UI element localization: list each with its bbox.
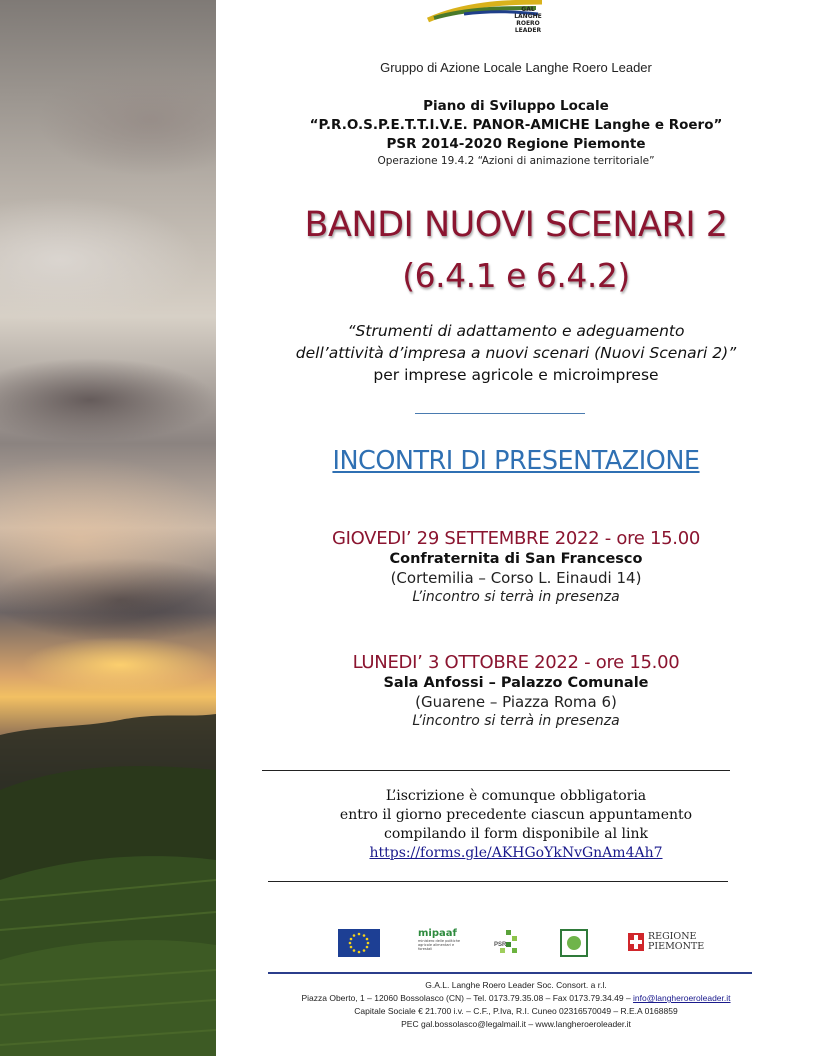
divider (262, 770, 730, 771)
event-date: LUNEDI’ 3 OTTOBRE 2022 - ore 15.00 (352, 652, 680, 673)
regione-piemonte-logo: REGIONE PIEMONTE (628, 931, 718, 957)
operation-text: Operazione 19.4.2 “Azioni di animazione territoriale” (377, 155, 655, 167)
footer-capital: Capitale Sociale € 21.700 i.v. – C.F., P.Iva, R.I. Cuneo 02316570049 – R.E.A 0168859 (354, 1006, 678, 1016)
registration-line-1: L’iscrizione è comunque obbligatoria (385, 788, 647, 804)
plan-line-3: PSR 2014-2020 Regione Piemonte (386, 136, 646, 152)
event-venue: Confraternita di San Francesco (389, 551, 643, 567)
registration-line-2: entro il giorno precedente ciascun appuntamento (339, 807, 693, 823)
subtitle-line-1: “Strumenti di adattamento e adeguamento (347, 322, 685, 340)
plan-line-2: “P.R.O.S.P.E.T.T.I.V.E. PANOR-AMICHE Langhe e Roero” (309, 117, 723, 133)
gal-name: Gruppo di Azione Locale Langhe Roero Leader (380, 60, 652, 75)
subtitle-block (216, 320, 816, 386)
footer-email-link[interactable]: info@langheroeroleader.it (633, 993, 731, 1003)
registration-link[interactable]: https://forms.gle/AKHGoYkNvGnAm4Ah7 (369, 845, 663, 861)
psr-logo: PSR (492, 928, 522, 960)
logo-text: GAL LANGHE ROERO LEADER (514, 6, 542, 34)
partner-logos (330, 926, 720, 962)
event-address: (Cortemilia – Corso L. Einaudi 14) (390, 569, 642, 587)
registration-line-3: compilando il form disponibile al link (384, 826, 648, 842)
registration-note (216, 787, 816, 863)
section-title: INCONTRI DI PRESENTAZIONE (332, 446, 700, 476)
footer-pec: PEC gal.bossolasco@legalmail.it – www.langheroeroleader.it (401, 1019, 631, 1029)
event-date: GIOVEDI’ 29 SETTEMBRE 2022 - ore 15.00 (331, 528, 701, 549)
eu-flag-icon (338, 929, 380, 957)
event-card (216, 528, 816, 605)
footer-company: G.A.L. Langhe Roero Leader Soc. Consort. a r.l. (425, 980, 607, 990)
main-title-measures: (6.4.1 e 6.4.2) (402, 256, 630, 295)
subtitle-line-3: per imprese agricole e microimprese (373, 366, 659, 384)
divider (415, 413, 585, 414)
mipaaf-logo: mipaaf ministero delle politiche agricole alimentari e forestali (418, 928, 461, 951)
event-venue: Sala Anfossi – Palazzo Comunale (383, 675, 649, 691)
leader-logo (560, 929, 588, 957)
event-mode: L’incontro si terrà in presenza (412, 589, 620, 605)
event-mode: L’incontro si terrà in presenza (412, 713, 620, 729)
plan-line-1: Piano di Sviluppo Locale (423, 98, 609, 114)
event-address: (Guarene – Piazza Roma 6) (415, 693, 617, 711)
event-card (216, 652, 816, 729)
footer-rule (268, 972, 752, 974)
vineyard-hills (0, 0, 216, 1056)
footer-address: Piazza Oberto, 1 – 12060 Bossolasco (CN) – Tel. 0173.79.35.08 – Fax 0173.79.34.49 – info@langheroeroleader.it (301, 993, 731, 1003)
sunset-vineyard-photo (0, 0, 216, 1056)
gal-logo (424, 0, 584, 42)
main-title: BANDI NUOVI SCENARI 2 (304, 205, 728, 245)
subtitle-line-2: dell’attività d’impresa a nuovi scenari (Nuovi Scenari 2)” (295, 344, 737, 362)
piemonte-crest-icon (628, 933, 644, 951)
divider (268, 881, 728, 882)
plan-block (216, 97, 816, 154)
